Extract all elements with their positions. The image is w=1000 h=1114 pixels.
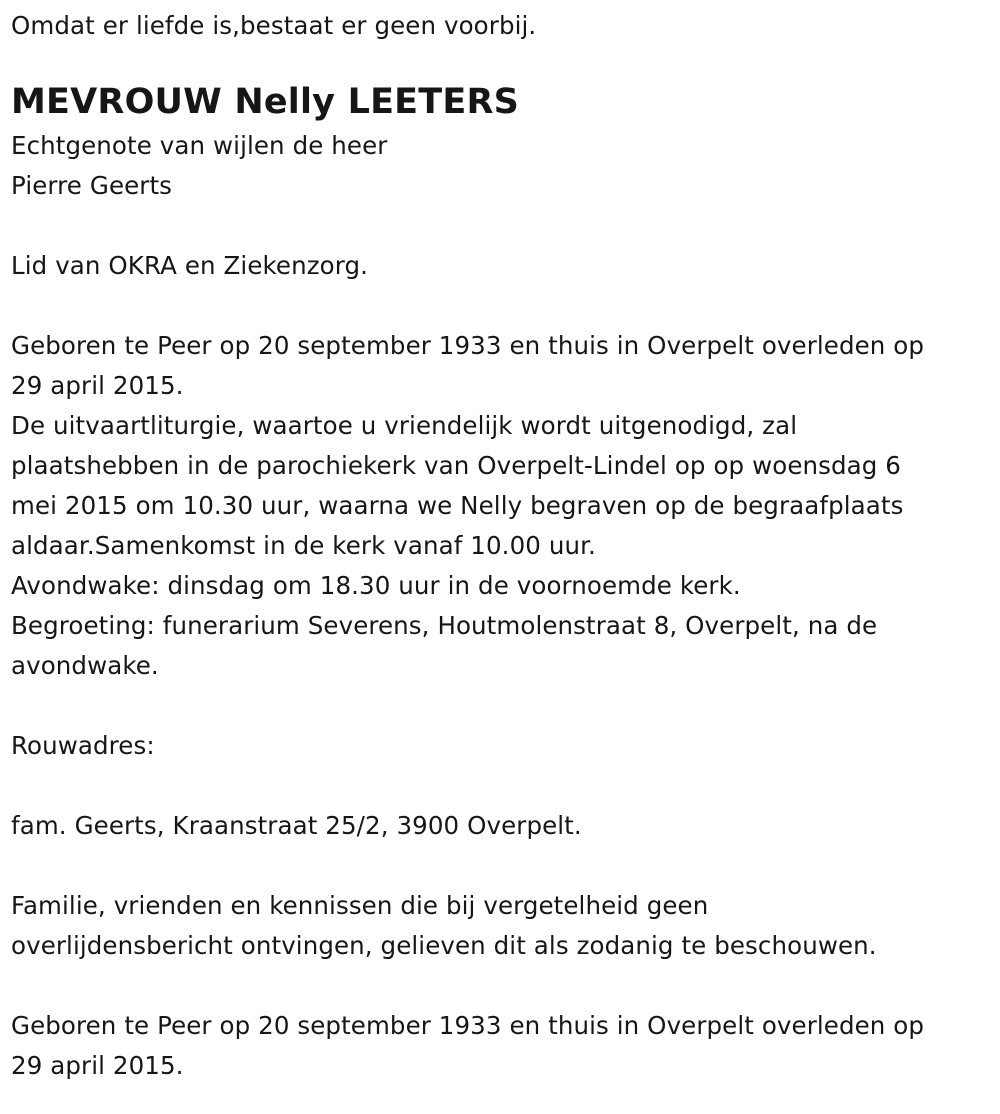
greeting-line: Begroeting: funerarium Severens, Houtmolenstraat 8, Overpelt, na de <box>11 611 878 640</box>
ceremony-line: plaatshebben in de parochiekerk van Overpelt-Lindel op op woensdag 6 <box>11 451 901 480</box>
repeat-birth-death-line: Geboren te Peer op 20 september 1933 en thuis in Overpelt overleden op <box>11 1011 925 1040</box>
family-notice-line: overlijdensbericht ontvingen, gelieven dit als zodanig te beschouwen. <box>11 931 877 960</box>
spacer <box>11 766 1000 806</box>
ceremony-line: mei 2015 om 10.30 uur, waarna we Nelly begraven op de begraafplaats <box>11 491 904 520</box>
spacer <box>11 686 1000 726</box>
family-notice-line: Familie, vrienden en kennissen die bij vergetelheid geen <box>11 891 709 920</box>
membership-line: Lid van OKRA en Ziekenzorg. <box>11 251 369 280</box>
wake-line: Avondwake: dinsdag om 18.30 uur in de voornoemde kerk. <box>11 571 741 600</box>
spacer <box>11 286 1000 326</box>
mourning-address-label: Rouwadres: <box>11 731 155 760</box>
ceremony-line: aldaar.Samenkomst in de kerk vanaf 10.00 uur. <box>11 531 596 560</box>
greeting-line: avondwake. <box>11 651 159 680</box>
spacer <box>11 966 1000 1006</box>
spacer <box>11 846 1000 886</box>
mourning-address: fam. Geerts, Kraanstraat 25/2, 3900 Overpelt. <box>11 811 582 840</box>
spouse-line: Echtgenote van wijlen de heer <box>11 131 388 160</box>
birth-death-line: 29 april 2015. <box>11 371 184 400</box>
deceased-name-title: MEVROUW Nelly LEETERS <box>11 82 520 122</box>
death-notice <box>0 6 1000 1114</box>
motto: Omdat er liefde is,bestaat er geen voorbij. <box>11 11 537 40</box>
ceremony-line: De uitvaartliturgie, waartoe u vriendelijk wordt uitgenodigd, zal <box>11 411 798 440</box>
repeat-birth-death-line: 29 april 2015. <box>11 1051 184 1080</box>
spacer <box>11 206 1000 246</box>
spouse-name-line: Pierre Geerts <box>11 171 173 200</box>
birth-death-line: Geboren te Peer op 20 september 1933 en thuis in Overpelt overleden op <box>11 331 925 360</box>
